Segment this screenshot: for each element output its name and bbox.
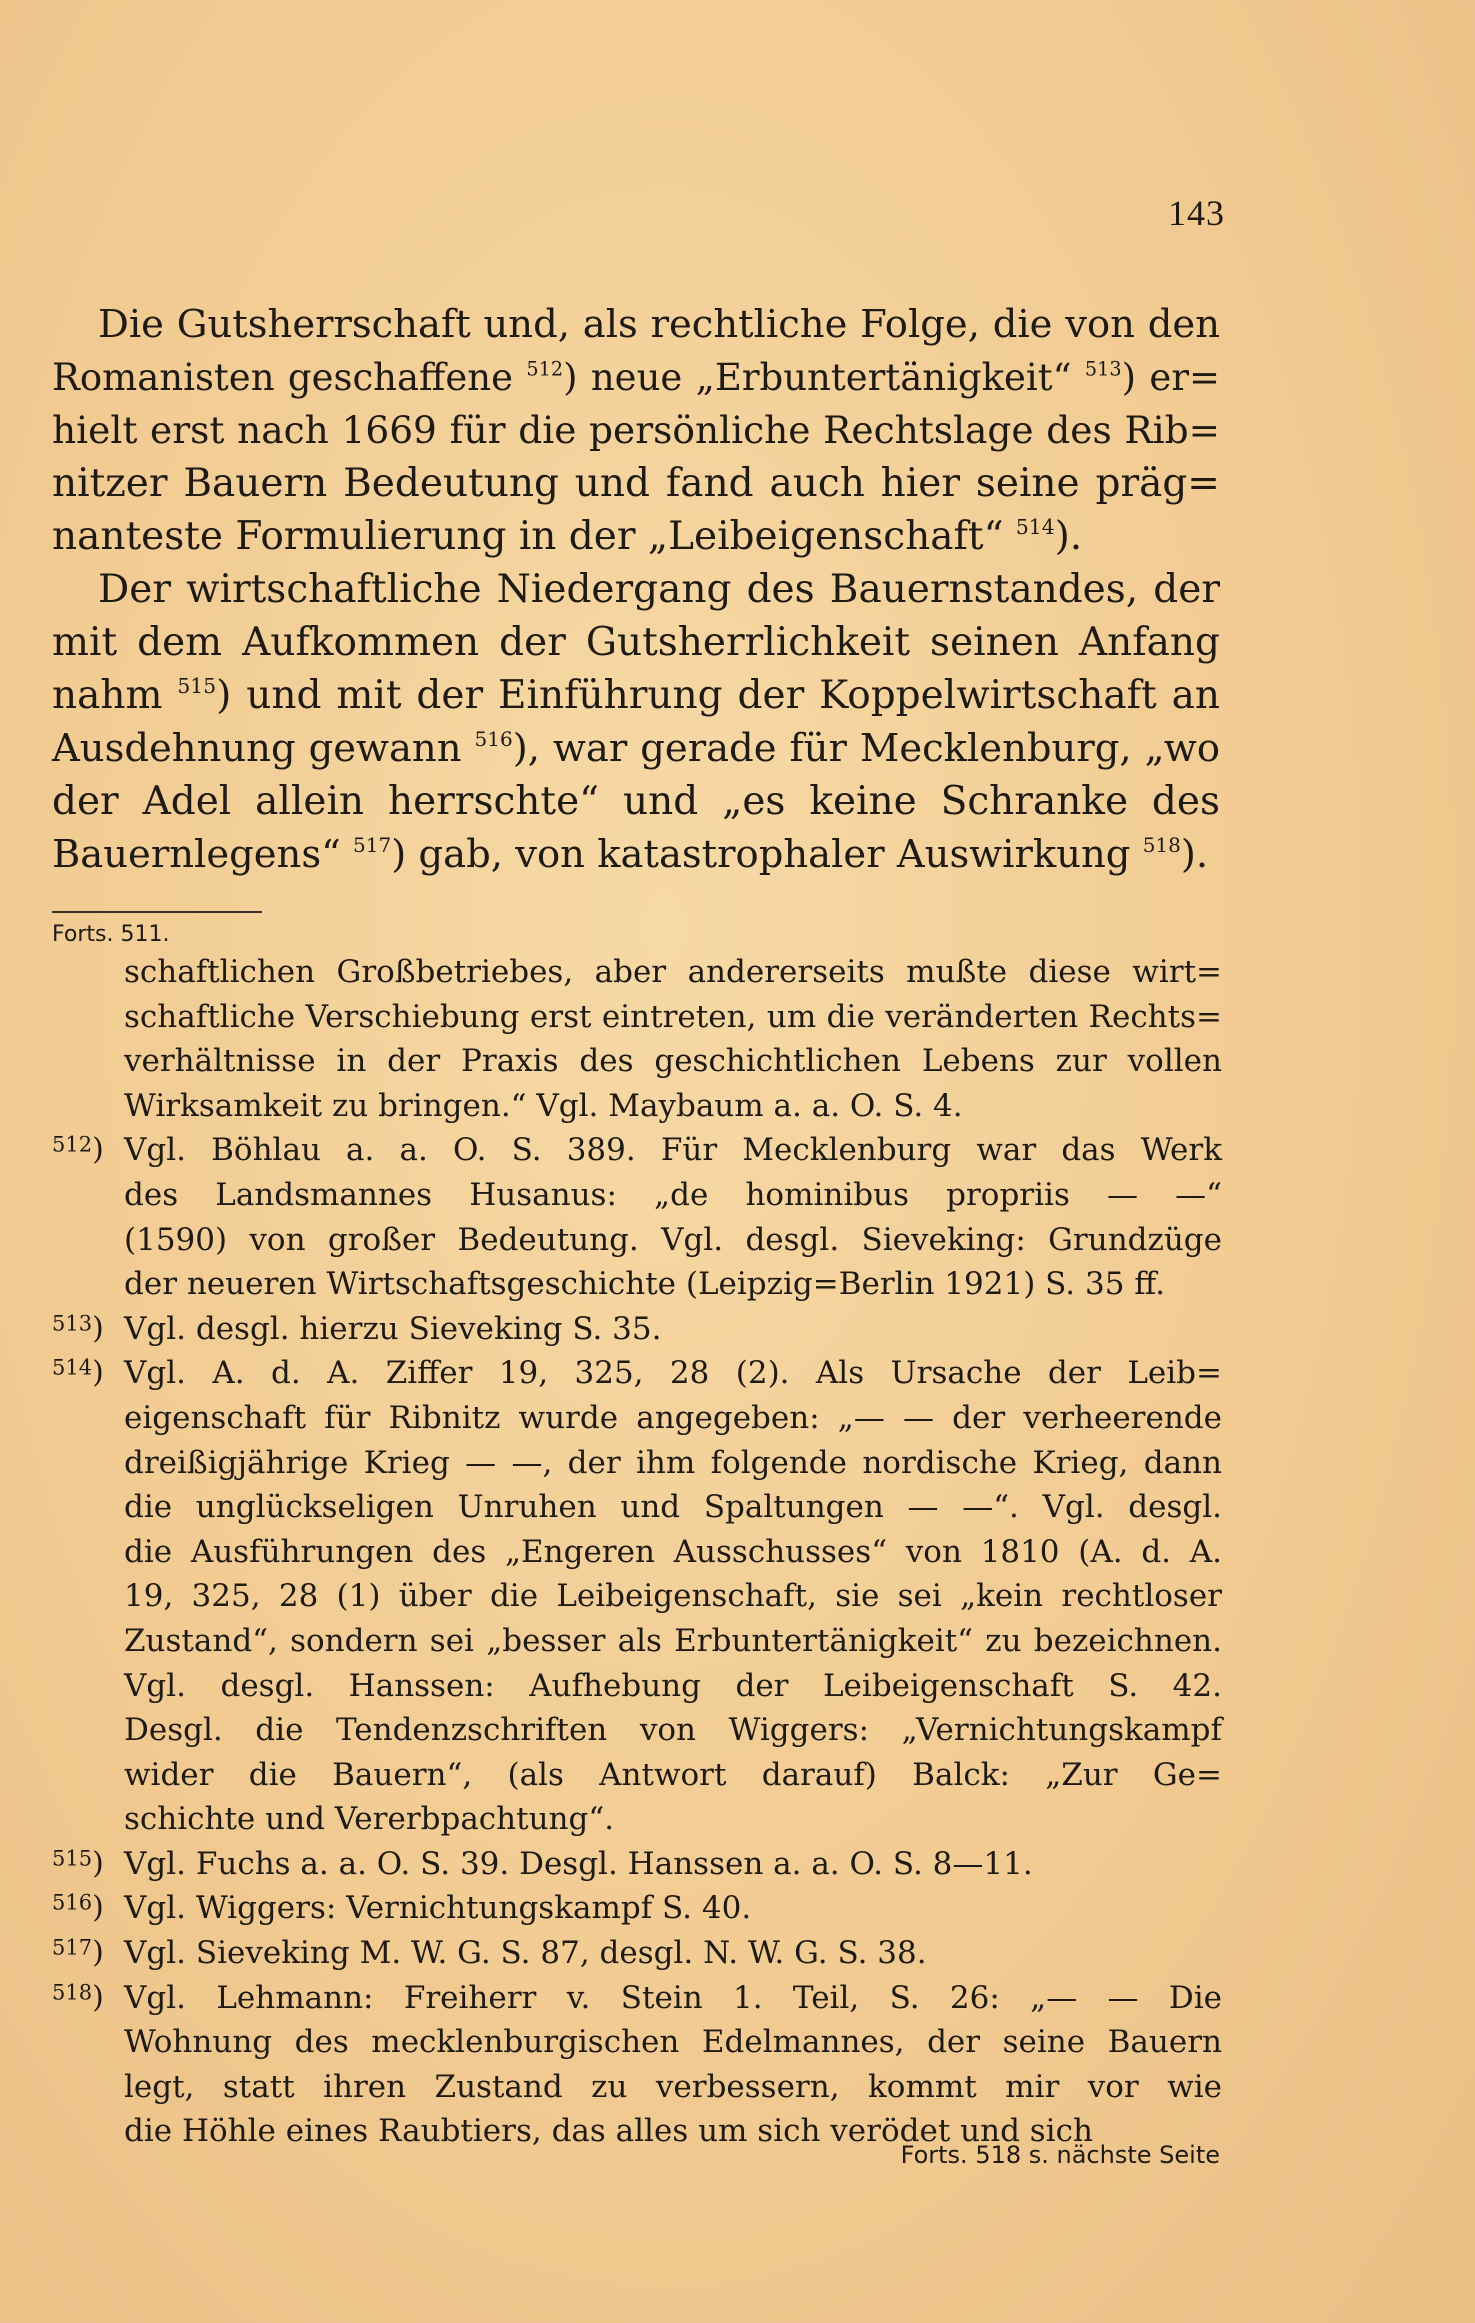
footnote-number: $^{512}$) [52,1132,104,1168]
footnote-line: schaftlichen Großbetriebes, aber andererseits mußte diese wirt= [124,954,1222,990]
footnote-line: eigenschaft für Ribnitz wurde angegeben: „— — der verheerende [124,1399,1222,1436]
text-line: nitzer Bauern Bedeutung und fand auch hier seine präg= [52,461,1220,506]
footnote [52,1931,1222,1976]
text-line: mit dem Aufkommen der Gutsherrlichkeit seinen Anfang [52,620,1220,665]
page-number: 143 [1168,193,1225,233]
footnote-separator [52,911,262,913]
footnote-line: Zustand“, sondern sei „besser als Erbuntertänigkeit“ zu bezeichnen. [124,1622,1222,1659]
text-line: Der wirtschaftliche Niedergang des Bauernstandes, der [98,567,1220,612]
footnote [52,1307,1222,1352]
main-text [52,298,1220,881]
footnote-number: $^{514}$) [52,1355,104,1391]
footnote-line: Desgl. die Tendenzschriften von Wiggers: „Vernichtungskampf [124,1712,1222,1749]
footnote [52,1351,1222,1842]
footnote-number: $^{515}$) [52,1845,104,1881]
text-line: nahm $^{515}$) und mit der Einführung der Koppelwirtschaft an [52,673,1220,718]
footnote-line: Vgl. Fuchs a. a. O. S. 39. Desgl. Hanssen a. a. O. S. 8—11. [124,1845,1033,1882]
footnote-continuation-label: Forts. 511. [52,922,170,947]
footnote-line: 19, 325, 28 (1) über die Leibeigenschaft, sie sei „kein rechtloser [124,1578,1222,1615]
footnote-list [52,950,1222,2154]
footnote-line: legt, statt ihren Zustand zu verbessern, kommt mir vor wie [124,2068,1222,2105]
footnote [52,1886,1222,1931]
footnote-line: Wohnung des mecklenburgischen Edelmannes, der seine Bauern [124,2024,1222,2061]
footnote-line: die Ausführungen des „Engeren Ausschusses“ von 1810 (A. d. A. [124,1533,1222,1570]
footnote-line: Vgl. Wiggers: Vernichtungskampf S. 40. [124,1890,752,1927]
footnote-line: schichte und Vererbpachtung“. [124,1801,615,1838]
footnote-line: Wirksamkeit zu bringen.“ Vgl. Maybaum a. a. O. S. 4. [124,1087,963,1124]
footnote-line: Vgl. desgl. hierzu Sieveking S. 35. [124,1310,662,1347]
footnote [52,1842,1222,1887]
footnote-line: Vgl. desgl. Hanssen: Aufhebung der Leibeigenschaft S. 42. [124,1667,1222,1704]
footnote [52,950,1222,1128]
footnote-line: schaftliche Verschiebung erst eintreten, um die veränderten Rechts= [124,998,1222,1035]
footnote-number: $^{518}$) [52,1979,104,2015]
text-line: Romanisten geschaffene $^{512}$) neue „Erbuntertänigkeit“ $^{513}$) er= [52,356,1221,399]
footnote-number: $^{516}$) [52,1890,104,1926]
footnotes [52,920,1222,2154]
text-line: hielt erst nach 1669 für die persönliche Rechtslage des Rib= [52,408,1220,452]
footnote-line: (1590) von großer Bedeutung. Vgl. desgl. Sieveking: Grundzüge [124,1221,1222,1258]
footnote-line: Vgl. A. d. A. Ziffer 19, 325, 28 (2). Als Ursache der Leib= [124,1355,1222,1392]
footnote [52,1976,1222,2154]
text-line: der Adel allein herrschte“ und „es keine Schranke des [52,779,1220,824]
footnote-number: $^{517}$) [52,1935,104,1971]
footnote-line: Vgl. Lehmann: Freiherr v. Stein 1. Teil, S. 26: „— — Die [124,1979,1222,2016]
footnote-continuation-note: Forts. 518 s. nächste Seite [900,2141,1220,2169]
footnote-line: Vgl. Böhlau a. a. O. S. 389. Für Mecklenburg war das Werk [124,1132,1222,1169]
footnote-line: verhältnisse in der Praxis des geschichtlichen Lebens zur vollen [124,1043,1222,1080]
footnote-line: dreißigjährige Krieg — —, der ihm folgende nordische Krieg, dann [124,1444,1222,1481]
footnote-line: der neueren Wirtschaftsgeschichte (Leipzig=Berlin 1921) S. 35 ff. [124,1266,1166,1303]
footnote-line: die unglückseligen Unruhen und Spaltungen — —“. Vgl. desgl. [124,1489,1222,1526]
footnote-line: die Höhle eines Raubtiers, das alles um sich verödet und sich [124,2113,1093,2150]
footnote [52,1128,1222,1306]
text-line: Ausdehnung gewann $^{516}$), war gerade für Mecklenburg, „wo [52,726,1220,771]
text-line: nanteste Formulierung in der „Leibeigenschaft“ $^{514}$). [52,514,1083,559]
text-line: Bauernlegens“ $^{517}$) gab, von katastrophaler Auswirkung $^{518}$). [52,832,1209,877]
text-line: Die Gutsherrschaft und, als rechtliche Folge, die von den [98,302,1220,347]
footnote-line: des Landsmannes Husanus: „de hominibus propriis — —“ [124,1176,1222,1213]
footnote-line: wider die Bauern“, (als Antwort darauf) Balck: „Zur Ge= [124,1756,1222,1793]
footnote-line: Vgl. Sieveking M. W. G. S. 87, desgl. N. W. G. S. 38. [124,1935,927,1972]
footnote-number: $^{513}$) [52,1310,104,1346]
